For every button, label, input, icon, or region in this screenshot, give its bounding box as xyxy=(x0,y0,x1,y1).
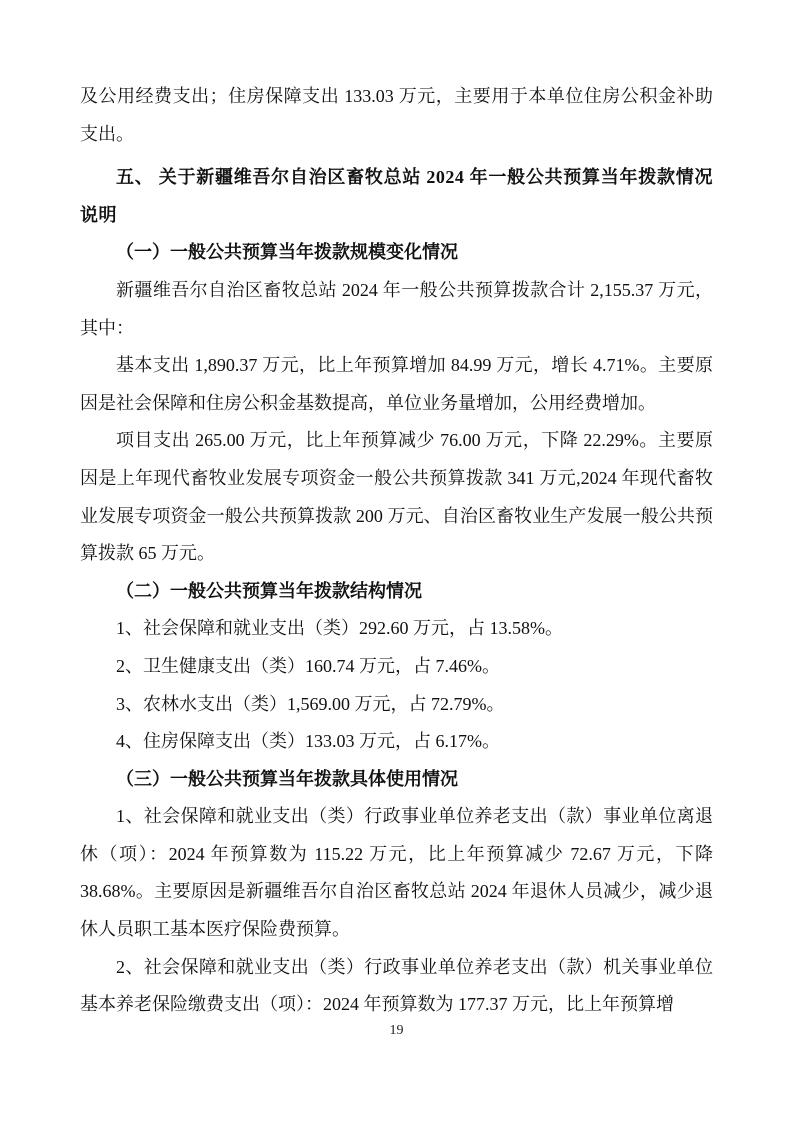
list-item-agriculture: 3、农林水支出（类）1,569.00 万元，占 72.79%。 xyxy=(116,693,505,714)
list-item-housing: 4、住房保障支出（类）133.03 万元，占 6.17%。 xyxy=(116,731,500,752)
page-number: 19 xyxy=(389,1023,404,1038)
paragraph-detail-retirement: 1、社会保障和就业支出（类）行政事业单位养老支出（款）事业单位离退休（项）：2024 年预算数为 115.22 万元，比上年预算减少 72.67 万元，下降 38.68%。主要原因是新疆维吾尔自治区畜牧总站 2024 年退休人员减少，减少退休人员职工基本医疗保险费预算。 xyxy=(80,806,713,940)
list-item-social-security: 1、社会保障和就业支出（类）292.60 万元，占 13.58%。 xyxy=(116,618,563,639)
list-item-health: 2、卫生健康支出（类）160.74 万元，占 7.46%。 xyxy=(116,655,500,676)
document-content xyxy=(80,78,713,1024)
section-v-heading: 五、 关于新疆维吾尔自治区畜牧总站 2024 年一般公共预算当年拨款情况说明 xyxy=(80,167,713,225)
subsection-3-heading: （三）一般公共预算当年拨款具体使用情况 xyxy=(116,768,458,789)
subsection-1-heading: （一）一般公共预算当年拨款规模变化情况 xyxy=(116,242,458,263)
paragraph-basic-expenditure: 基本支出 1,890.37 万元，比上年预算增加 84.99 万元，增长 4.71%。主要原因是社会保障和住房公积金基数提高，单位业务量增加，公用经费增加。 xyxy=(80,355,713,413)
paragraph-total-allocation: 新疆维吾尔自治区畜牧总站 2024 年一般公共预算拨款合计 2,155.37 万元，其中： xyxy=(80,279,713,338)
subsection-2-heading: （二）一般公共预算当年拨款结构情况 xyxy=(116,580,422,601)
paragraph-housing-subsidy-continuation: 及公用经费支出；住房保障支出 133.03 万元，主要用于本单位住房公积金补助支出。 xyxy=(80,86,713,144)
paragraph-project-expenditure: 项目支出 265.00 万元，比上年预算减少 76.00 万元，下降 22.29%。主要原因是上年现代畜牧业发展专项资金一般公共预算拨款 341 万元,2024 年现代畜牧业发展专项资金一般公共预算拨款 200 万元、自治区畜牧业生产发展一般公共预算拨款 65 万元。 xyxy=(80,430,713,564)
paragraph-detail-pension-contribution: 2、社会保障和就业支出（类）行政事业单位养老支出（款）机关事业单位基本养老保险缴费支出（项）：2024 年预算数为 177.37 万元，比上年预算增 xyxy=(80,956,713,1015)
